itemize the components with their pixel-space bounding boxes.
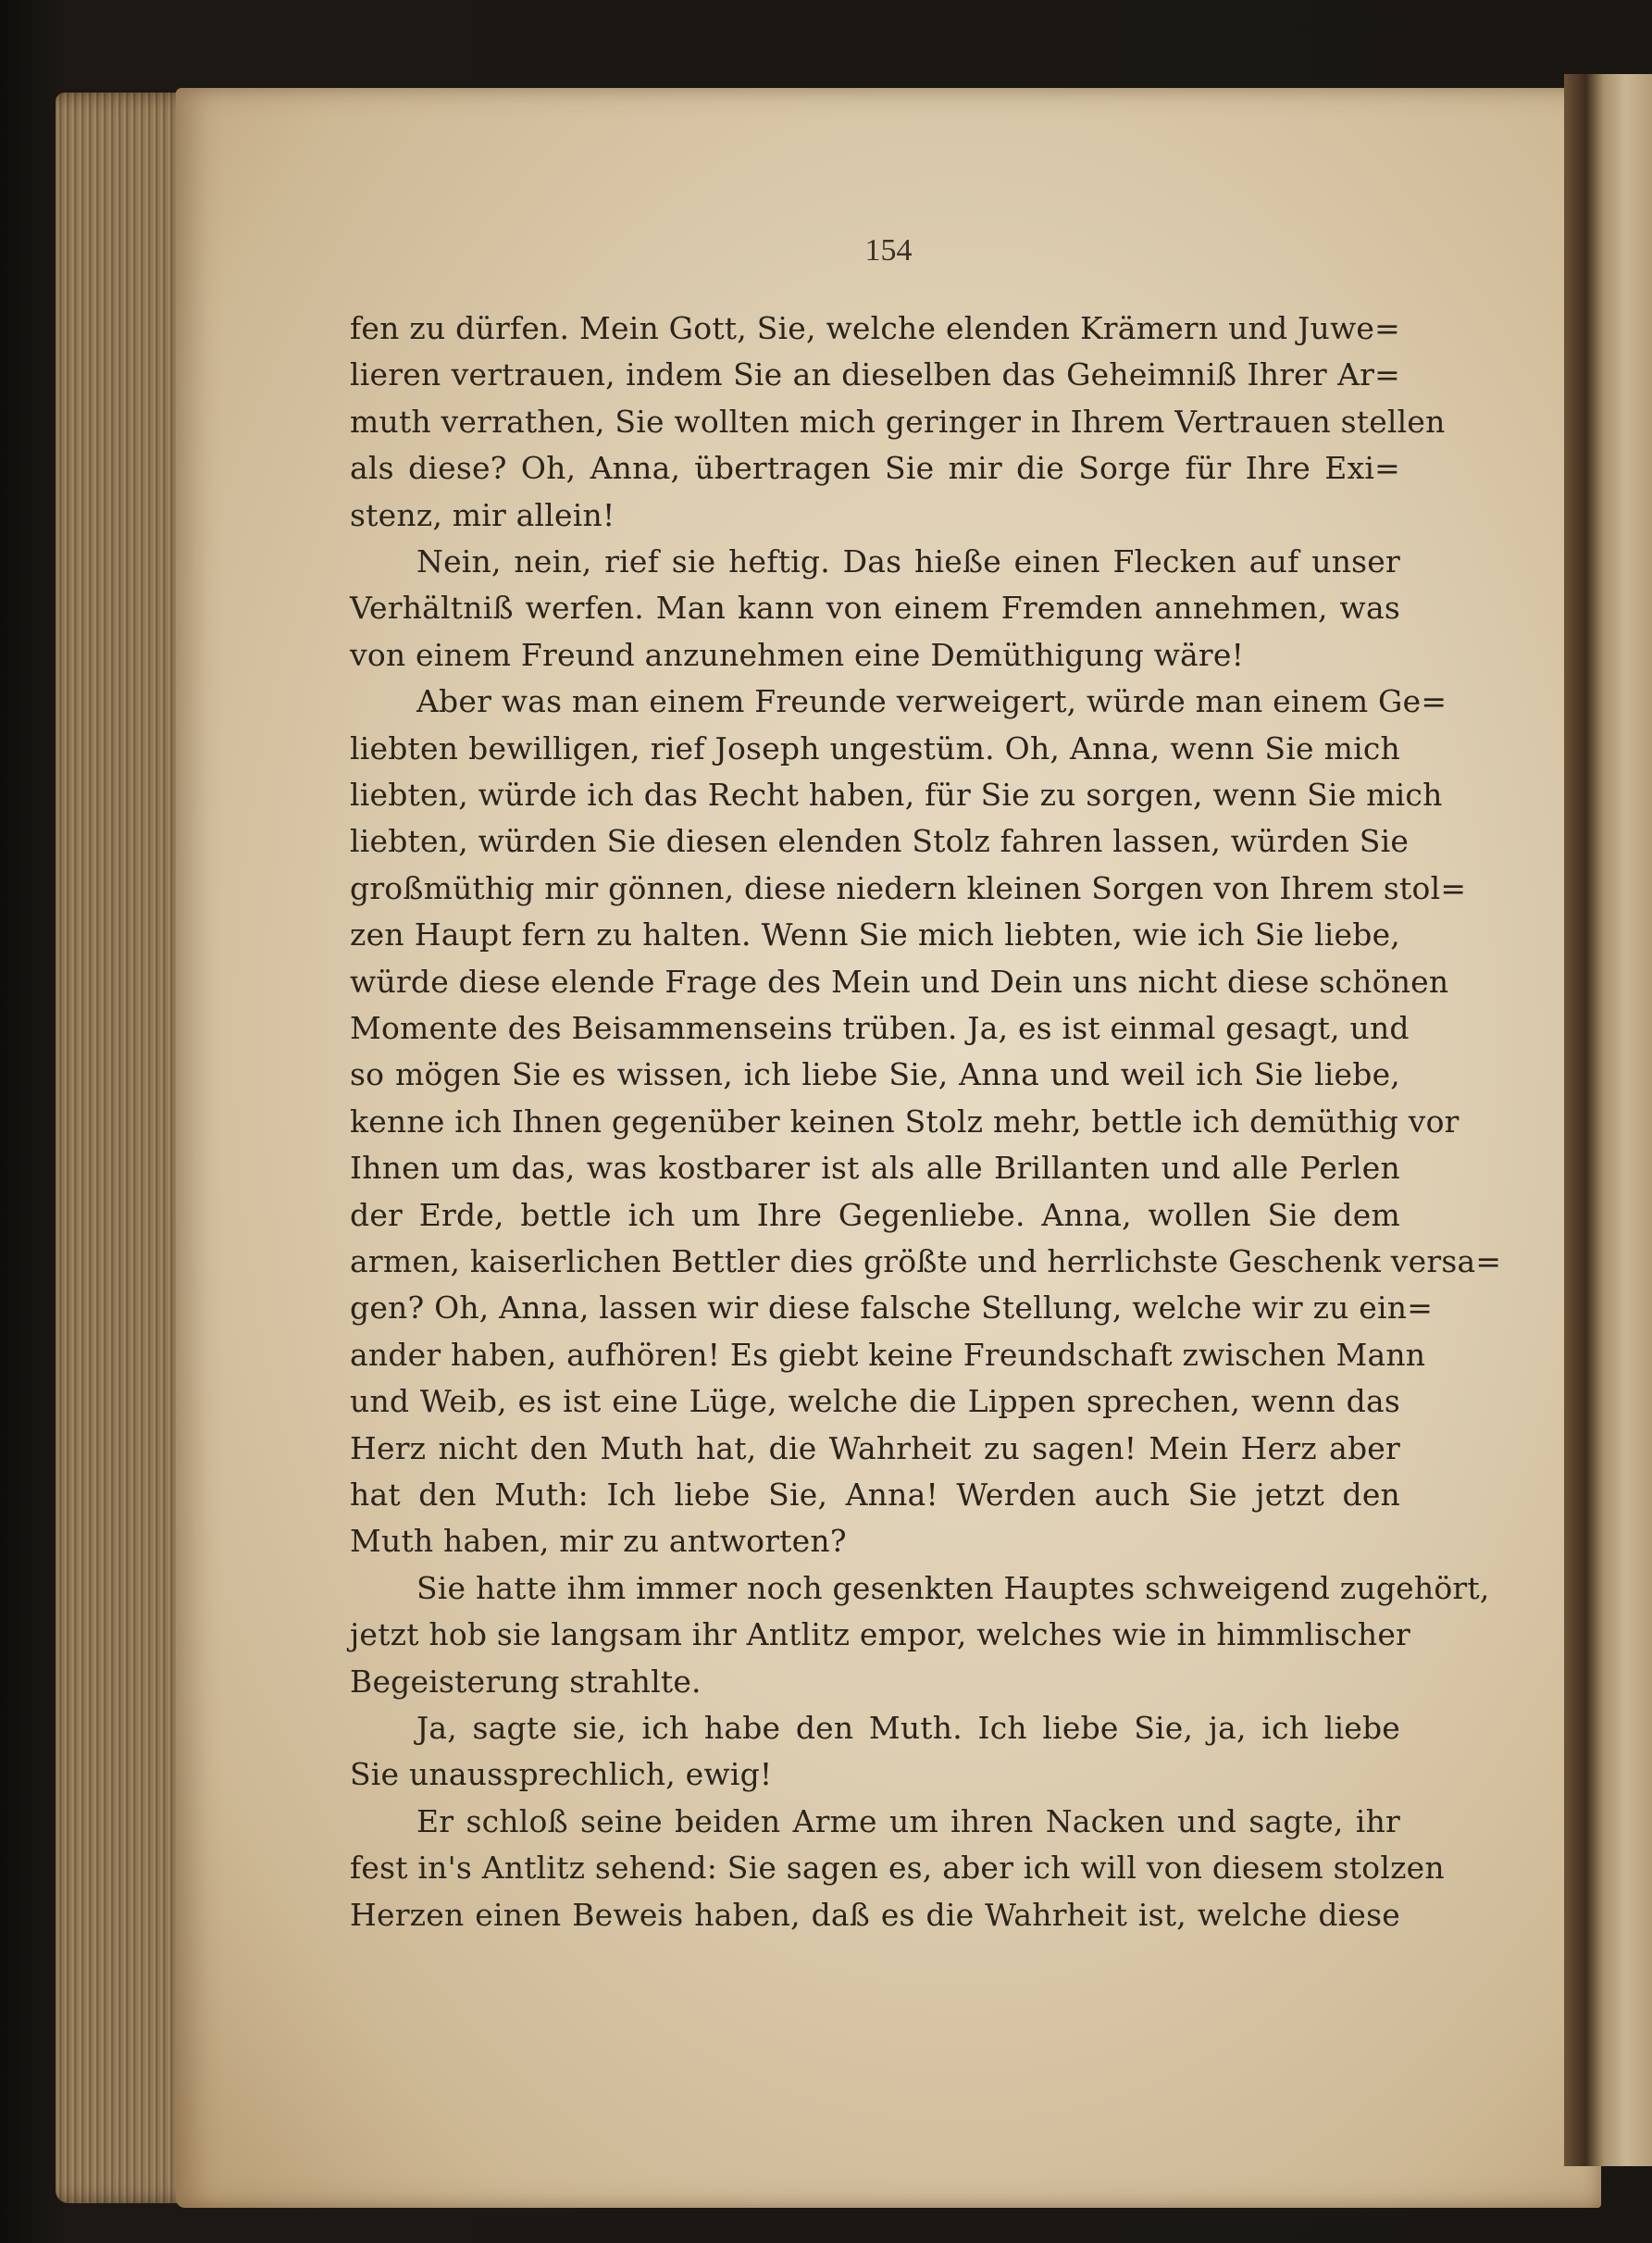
book-gutter [1564,74,1652,2166]
text-line: zen Haupt fern zu halten. Wenn Sie mich liebten, wie ich Sie liebe, [350,916,1400,953]
text-line: muth verrathen, Sie wollten mich geringer in Ihrem Vertrauen stellen [350,403,1446,440]
text-line: der Erde, bettle ich um Ihre Gegenliebe. Anna, wollen Sie dem [350,1196,1400,1233]
page-number: 154 [864,233,913,268]
text-line: Ja, sagte sie, ich habe den Muth. Ich liebe Sie, ja, ich liebe [416,1710,1400,1746]
text-line: fen zu dürfen. Mein Gott, Sie, welche elenden Krämern und Juwe= [350,310,1400,346]
text-line: Verhältniß werfen. Man kann von einem Fremden annehmen, was [350,590,1400,627]
text-line: ander haben, aufhören! Es giebt keine Freundschaft zwischen Mann [350,1336,1426,1373]
text-line: armen, kaiserlichen Bettler dies größte und herrlichste Geschenk versa= [350,1243,1502,1279]
text-line: Sie unaussprechlich, ewig! [350,1756,773,1793]
text-line: lieren vertrauen, indem Sie an dieselben das Geheimniß Ihrer Ar= [350,356,1400,393]
text-line: als diese? Oh, Anna, übertragen Sie mir die Sorge für Ihre Exi= [350,450,1400,487]
text-line: Momente des Beisammenseins trüben. Ja, es ist einmal gesagt, und [350,1010,1410,1046]
text-line: würde diese elende Frage des Mein und Dein uns nicht diese schönen [350,963,1449,1000]
text-line: jetzt hob sie langsam ihr Antlitz empor, welches wie in himmlischer [350,1616,1411,1653]
text-line: liebten bewilligen, rief Joseph ungestüm. Oh, Anna, wenn Sie mich [350,729,1400,766]
text-line: hat den Muth: Ich liebe Sie, Anna! Werden auch Sie jetzt den [350,1477,1400,1513]
text-line: Aber was man einem Freunde verweigert, würde man einem Ge= [416,683,1447,720]
text-line: Herz nicht den Muth hat, die Wahrheit zu sagen! Mein Herz aber [350,1429,1400,1466]
text-line: liebten, würde ich das Recht haben, für Sie zu sorgen, wenn Sie mich [350,777,1443,813]
text-line: Sie hatte ihm immer noch gesenkten Hauptes schweigend zugehört, [416,1569,1490,1606]
text-line: Er schloß seine beiden Arme um ihren Nacken und sagte, ihr [416,1802,1400,1839]
text-line: Ihnen um das, was kostbarer ist als alle Brillanten und alle Perlen [350,1150,1400,1187]
text-line: fest in's Antlitz sehend: Sie sagen es, aber ich will von diesem stolzen [350,1850,1445,1887]
text-line: und Weib, es ist eine Lüge, welche die Lippen sprechen, wenn das [350,1383,1400,1420]
text-line: so mögen Sie es wissen, ich liebe Sie, Anna und weil ich Sie liebe, [350,1056,1400,1093]
text-line: stenz, mir allein! [350,496,615,533]
text-line: kenne ich Ihnen gegenüber keinen Stolz mehr, bettle ich demüthig vor [350,1103,1459,1140]
text-line: liebten, würden Sie diesen elenden Stolz fahren lassen, würden Sie [350,823,1410,860]
text-line: großmüthig mir gönnen, diese niedern kleinen Sorgen von Ihrem stol= [350,869,1467,906]
text-line: Herzen einen Beweis haben, daß es die Wahrheit ist, welche diese [350,1896,1400,1933]
text-line: Begeisterung strahlte. [350,1663,702,1700]
text-line: Nein, nein, rief sie heftig. Das hieße einen Flecken auf unser [416,543,1400,579]
text-line: gen? Oh, Anna, lassen wir diese falsche Stellung, welche wir zu ein= [350,1290,1434,1327]
text-line: Muth haben, mir zu antworten? [350,1523,847,1560]
text-line: von einem Freund anzunehmen eine Demüthigung wäre! [350,636,1245,673]
